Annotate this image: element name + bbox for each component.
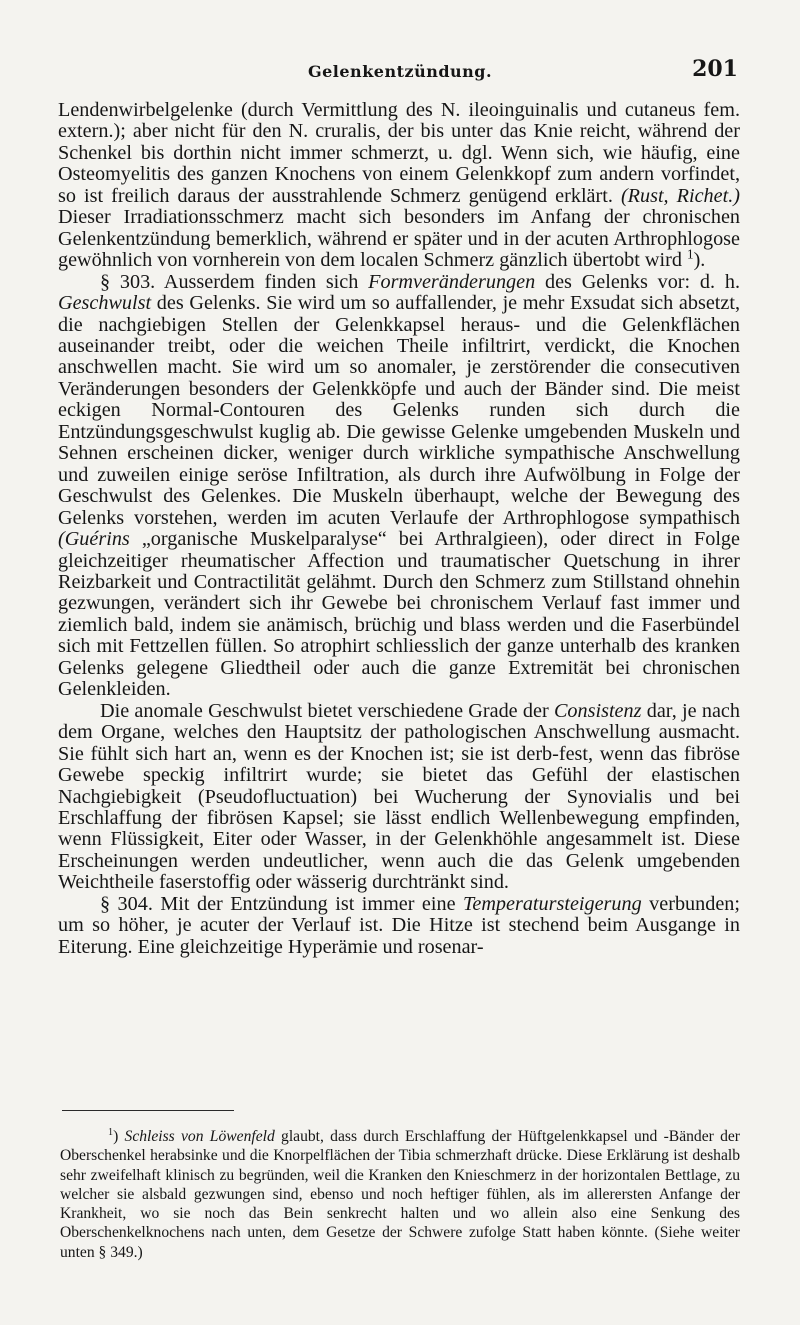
footnote-marker: 1 (687, 246, 694, 262)
italic-text: Temperatursteigerung (463, 892, 642, 915)
text-run: des Gelenks. Sie wird um so auffallender, je mehr Exsudat sich absetzt, die nachgiebigen Stellen der Gelenkkapsel heraus- und die Gelenkflächen auseinander treibt, oder die weichen Theile infiltrirt, verdickt, die Knochen anschwellen macht. Sie wird um so anomaler, je zerstörender die consecutiven Veränderungen besonders der Gelenkköpfe und auch der Bänder sind. Die meist eckigen Normal-Contouren des Gelenks runden sich durch die Entzündungsgeschwulst kuglig ab. Die gewisse Gelenke umgebenden Muskeln und Sehnen erscheinen dicker, weniger durch wirkliche sympathische Anschwellung und zuweilen einige seröse Infiltration, als durch ihre Aufwölbung in Folge der Geschwulst des Gelenkes. Die Muskeln überhaupt, welche der Bewegung des Gelenks vorstehen, werden im acuten Verlaufe der Arthrophlogose sympathisch (58, 292, 740, 529)
italic-text: (Guérins (58, 528, 130, 551)
paragraph (58, 701, 740, 894)
page-number: 201 (692, 56, 738, 82)
paragraph (58, 100, 740, 272)
italic-text: Geschwulst (58, 292, 152, 315)
text-run: ). (693, 249, 706, 272)
text-run: § 304. Mit der Entzündung ist immer eine (100, 892, 463, 915)
footnote-marker: 1 (108, 1126, 114, 1138)
text-run: Dieser Irradiationsschmerz macht sich besonders im Anfang der chronischen Gelenkentzündung bemerklich, während er später und in der acuten Arthrophlogose gewöhnlich von vornherein von dem localen Schmerz gänzlich übertobt wird (58, 206, 740, 272)
text-run: glaubt, dass durch Erschlaffung der Hüftgelenkkapsel und -Bänder der Oberschenkel herabsinke und die Knorpelflächen der Tibia schmerzhaft drücke. Diese Erklärung ist deshalb sehr zweifelhaft klinisch zu begründen, weil die Kranken den Knieschmerz in der horizontalen Bettlage, zu welcher sie alsbald gezwungen sind, ebenso und noch heftiger fühlen, als im allerersten Anfange der Krankheit, wo sie noch das Bein senkrecht halten und wo allein also eine Senkung des Oberschenkelknochens nach unten, dem Gesetze der Schwere zufolge Statt haben könnte. (Siehe weiter unten § 349.) (60, 1128, 740, 1261)
paragraph (58, 894, 740, 958)
paragraph (58, 272, 740, 701)
text-run: ) (113, 1128, 125, 1145)
text-run: dar, je nach dem Organe, welches den Hauptsitz der pathologischen Anschwellung ausmacht. Sie fühlt sich hart an, wenn es der Knochen ist; sie ist derb-fest, wenn das fibröse Gewebe speckig infiltrirt wurde; sie bietet das Gefühl der elastischen Nachgiebigkeit (Pseudofluctuation) bei Wucherung der Synovialis und bei Erschlaffung der fibrösen Kapsel; sie lässt endlich Wellenbewegung empfinden, wenn Flüssigkeit, Eiter oder Wasser, in der Gelenkhöhle angesammelt ist. Diese Erscheinungen werden undeutlicher, wenn auch die das Gelenk umgebenden Weichtheile faserstoffig oder wässerig durchtränkt sind. (58, 699, 740, 894)
italic-text: Formveränderungen (368, 270, 536, 293)
text-run: Lendenwirbelgelenke (durch Vermittlung des N. ileoinguinalis und cutaneus fem. extern.); aber nicht für den N. cruralis, der bis unter das Knie reicht, während der Schenkel bis dorthin nicht immer schmerzt, u. dgl. Wenn sich, wie häufig, eine Osteomyelitis des ganzen Knochens von einem Gelenkkopf zum andern vorfindet, so ist freilich daraus der ausstrahlende Schmerz genügend erklärt. (58, 99, 740, 207)
italic-text: Consistenz (553, 699, 642, 722)
running-title: Gelenkentzündung. (307, 62, 493, 81)
italic-text: Schleiss von Löwenfeld (124, 1128, 275, 1145)
main-text (58, 100, 740, 958)
footnote-text (60, 1127, 740, 1262)
footnote (60, 1127, 740, 1262)
text-run: Die anomale Geschwulst bietet verschiedene Grade der (100, 699, 554, 722)
page-header (60, 56, 740, 90)
footnote-separator (62, 1110, 234, 1111)
italic-text: (Rust, Richet.) (620, 184, 740, 207)
text-run: verbunden; um so höher, je acuter der Verlauf ist. Die Hitze ist stechend beim Ausgange in Eiterung. Eine gleichzeitige Hyperämie und rosenar- (58, 892, 740, 958)
text-run: des Gelenks vor: d. h. (535, 270, 740, 293)
text-run: § 303. Ausserdem finden sich (100, 270, 369, 293)
text-run: „organische Muskelparalyse“ bei Arthralgieen), oder direct in Folge gleichzeitiger rheumatischer Affection und traumatischer Quetschung in ihrer Reizbarkeit und Contractilität gelähmt. Durch den Schmerz zum Stillstand ohnehin gezwungen, verändert sich ihr Gewebe bei chronischem Verlauf fast immer und ziemlich bald, indem sie anämisch, brüchig und blass werden und die Faserbündel sich mit Fettzellen füllen. So atrophirt schliesslich der ganze unterhalb des kranken Gelenks gelegene Gliedtheil oder auch die ganze Extremität bei chronischen Gelenkleiden. (58, 528, 740, 701)
